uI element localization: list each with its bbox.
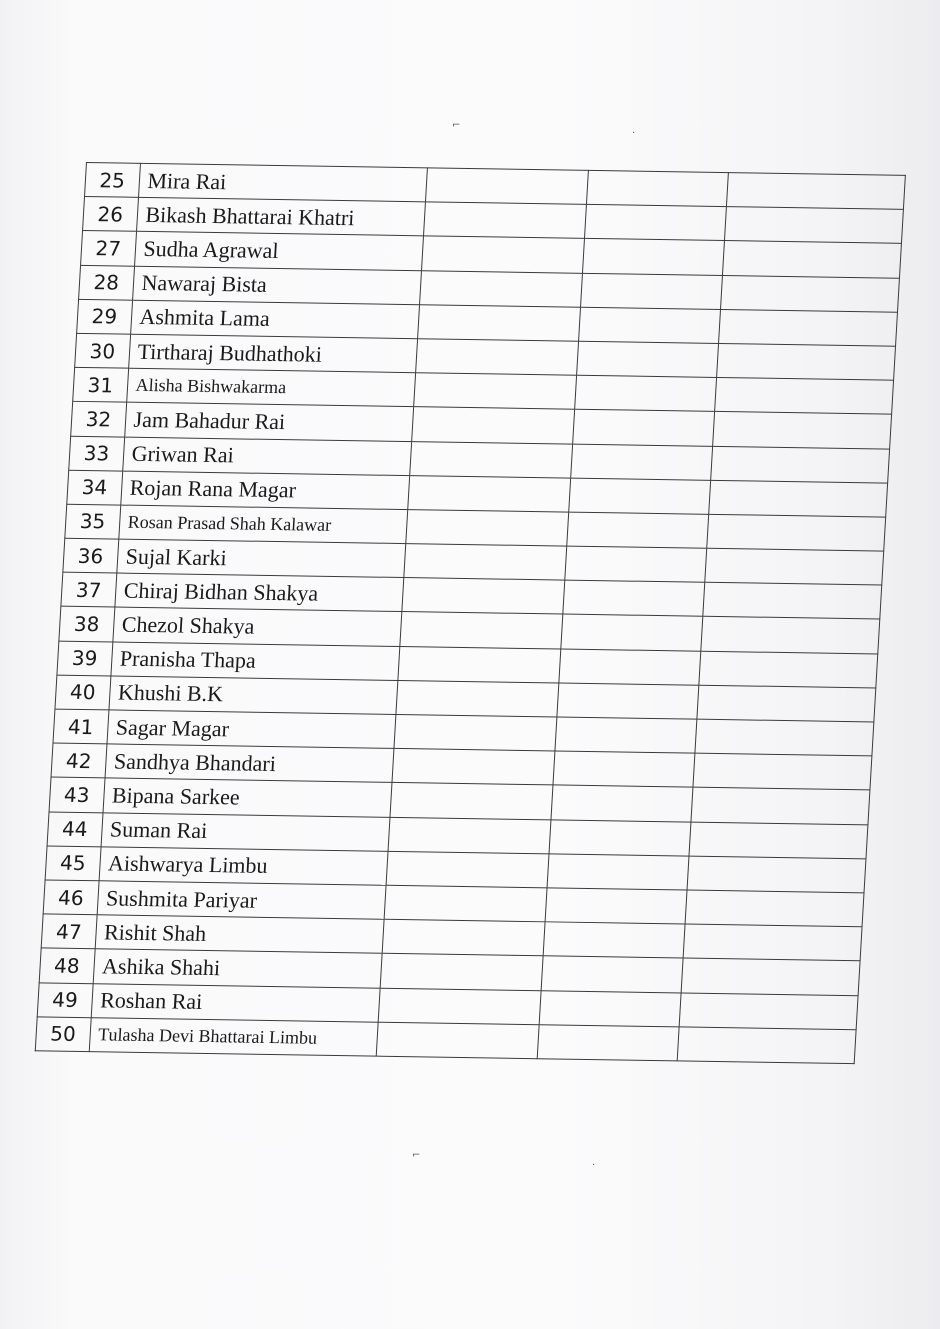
student-name-cell: Sandhya Bhandari	[105, 744, 395, 783]
student-name-cell: Chezol Shakya	[112, 607, 402, 646]
blank-cell	[406, 509, 569, 546]
serial-number-cell: 43	[49, 777, 104, 812]
serial-number-cell: 32	[71, 402, 126, 437]
blank-cell	[559, 649, 701, 685]
blank-cell	[574, 375, 716, 411]
student-name-cell: Bipana Sarkee	[103, 778, 393, 817]
blank-cell	[697, 685, 876, 722]
blank-cell	[420, 270, 583, 307]
blank-cell	[382, 919, 545, 956]
blank-cell	[578, 307, 720, 343]
blank-cell	[555, 717, 697, 753]
blank-cell	[679, 992, 858, 1029]
student-name-cell: Chiraj Bidhan Shakya	[114, 573, 404, 612]
blank-cell	[719, 309, 898, 346]
serial-number-cell: 45	[45, 846, 100, 881]
blank-cell	[416, 339, 579, 376]
blank-cell	[685, 890, 864, 927]
serial-number-cell: 33	[69, 436, 124, 471]
blank-cell	[549, 819, 691, 855]
blank-cell	[681, 958, 860, 995]
blank-cell	[723, 241, 902, 278]
student-name-cell: Pranisha Thapa	[110, 642, 400, 681]
student-name-cell: Griwan Rai	[122, 437, 412, 476]
serial-number-cell: 26	[83, 197, 138, 232]
student-name-cell: Ashmita Lama	[130, 300, 420, 339]
blank-cell	[424, 202, 587, 239]
serial-number-cell: 37	[61, 572, 116, 607]
blank-cell	[713, 412, 892, 449]
blank-cell	[557, 683, 699, 719]
blank-cell	[707, 514, 886, 551]
blank-cell	[422, 236, 585, 273]
student-name-cell: Suman Rai	[101, 812, 391, 851]
serial-number-cell: 41	[53, 709, 108, 744]
serial-number-cell: 47	[41, 914, 96, 949]
blank-cell	[394, 714, 557, 751]
blank-cell	[699, 651, 878, 688]
blank-cell	[380, 954, 543, 991]
student-name-cell: Sushmita Pariyar	[97, 881, 387, 920]
blank-cell	[377, 1022, 540, 1059]
blank-cell	[545, 888, 687, 924]
blank-cell	[580, 273, 722, 309]
student-name-cell: Sagar Magar	[106, 710, 396, 749]
blank-cell	[408, 475, 571, 512]
serial-number-cell: 49	[37, 982, 92, 1017]
student-name-cell: Khushi B.K	[108, 676, 398, 715]
student-name-cell: Rishit Shah	[95, 915, 385, 954]
blank-cell	[563, 580, 705, 616]
blank-cell	[717, 343, 896, 380]
blank-cell	[695, 719, 874, 756]
serial-number-cell: 31	[73, 367, 128, 402]
serial-number-cell: 27	[81, 231, 136, 266]
blank-cell	[402, 578, 565, 615]
blank-cell	[683, 924, 862, 961]
serial-number-cell: 35	[65, 504, 120, 539]
blank-cell	[388, 817, 551, 854]
blank-cell	[400, 612, 563, 649]
blank-cell	[576, 341, 718, 377]
serial-number-cell: 48	[39, 948, 94, 983]
blank-cell	[701, 617, 880, 654]
student-name-cell: Sujal Karki	[116, 539, 406, 578]
student-name-cell: Ashika Shahi	[93, 949, 383, 988]
blank-cell	[691, 787, 870, 824]
blank-cell	[725, 207, 904, 244]
blank-cell	[703, 583, 882, 620]
blank-cell	[727, 173, 906, 210]
blank-cell	[584, 205, 726, 241]
student-name-cell: Tirtharaj Budhathoki	[128, 334, 418, 373]
blank-cell	[396, 680, 559, 717]
blank-cell	[392, 749, 555, 786]
blank-cell	[711, 446, 890, 483]
serial-number-cell: 50	[35, 1017, 90, 1052]
blank-cell	[386, 851, 549, 888]
blank-cell	[412, 407, 575, 444]
serial-number-cell: 29	[77, 299, 132, 334]
blank-cell	[539, 990, 681, 1026]
blank-cell	[418, 305, 581, 342]
serial-number-cell: 34	[67, 470, 122, 505]
blank-cell	[709, 480, 888, 517]
blank-cell	[569, 478, 711, 514]
blank-cell	[565, 546, 707, 582]
blank-cell	[705, 548, 884, 585]
blank-cell	[426, 168, 589, 205]
blank-cell	[721, 275, 900, 312]
blank-cell	[715, 378, 894, 415]
blank-cell	[561, 614, 703, 650]
serial-number-cell: 46	[43, 880, 98, 915]
student-name-cell: Alisha Bishwakarma	[126, 368, 416, 407]
blank-cell	[398, 646, 561, 683]
blank-cell	[677, 1027, 856, 1064]
student-name-cell: Rojan Rana Magar	[120, 471, 410, 510]
blank-cell	[410, 441, 573, 478]
blank-cell	[390, 783, 553, 820]
blank-cell	[404, 544, 567, 581]
student-name-cell: Roshan Rai	[91, 983, 381, 1022]
serial-number-cell: 44	[47, 812, 102, 847]
blank-cell	[693, 753, 872, 790]
serial-number-cell: 39	[57, 641, 112, 676]
student-list-table-wrap	[35, 162, 882, 1064]
student-list-table	[35, 162, 906, 1064]
student-name-cell: Nawaraj Bista	[132, 266, 422, 305]
serial-number-cell: 38	[59, 607, 114, 642]
blank-cell	[414, 373, 577, 410]
blank-cell	[547, 854, 689, 890]
student-name-cell: Mira Rai	[138, 163, 428, 202]
student-name-cell: Aishwarya Limbu	[99, 847, 389, 886]
blank-cell	[541, 956, 683, 992]
serial-number-cell: 28	[79, 265, 134, 300]
scan-speck: ⌐	[452, 120, 461, 131]
blank-cell	[582, 239, 724, 275]
blank-cell	[537, 1024, 679, 1060]
blank-cell	[553, 751, 695, 787]
student-name-cell: Jam Bahadur Rai	[124, 402, 414, 441]
scan-speck: ⌐	[412, 1150, 421, 1161]
serial-number-cell: 36	[63, 538, 118, 573]
blank-cell	[586, 170, 728, 206]
blank-cell	[571, 444, 713, 480]
serial-number-cell: 30	[75, 333, 130, 368]
blank-cell	[687, 856, 866, 893]
blank-cell	[543, 922, 685, 958]
blank-cell	[551, 785, 693, 821]
serial-number-cell: 25	[85, 163, 140, 198]
blank-cell	[384, 885, 547, 922]
student-name-cell: Tulasha Devi Bhattarai Limbu	[89, 1017, 379, 1056]
blank-cell	[689, 822, 868, 859]
blank-cell	[378, 988, 541, 1025]
serial-number-cell: 42	[51, 743, 106, 778]
serial-number-cell: 40	[55, 675, 110, 710]
scan-speck: ·	[592, 1160, 596, 1171]
student-name-cell: Bikash Bhattarai Khatri	[136, 198, 426, 237]
blank-cell	[567, 512, 709, 548]
student-name-cell: Sudha Agrawal	[134, 232, 424, 271]
blank-cell	[573, 410, 715, 446]
student-name-cell: Rosan Prasad Shah Kalawar	[118, 505, 408, 544]
scan-speck: ·	[632, 128, 636, 139]
